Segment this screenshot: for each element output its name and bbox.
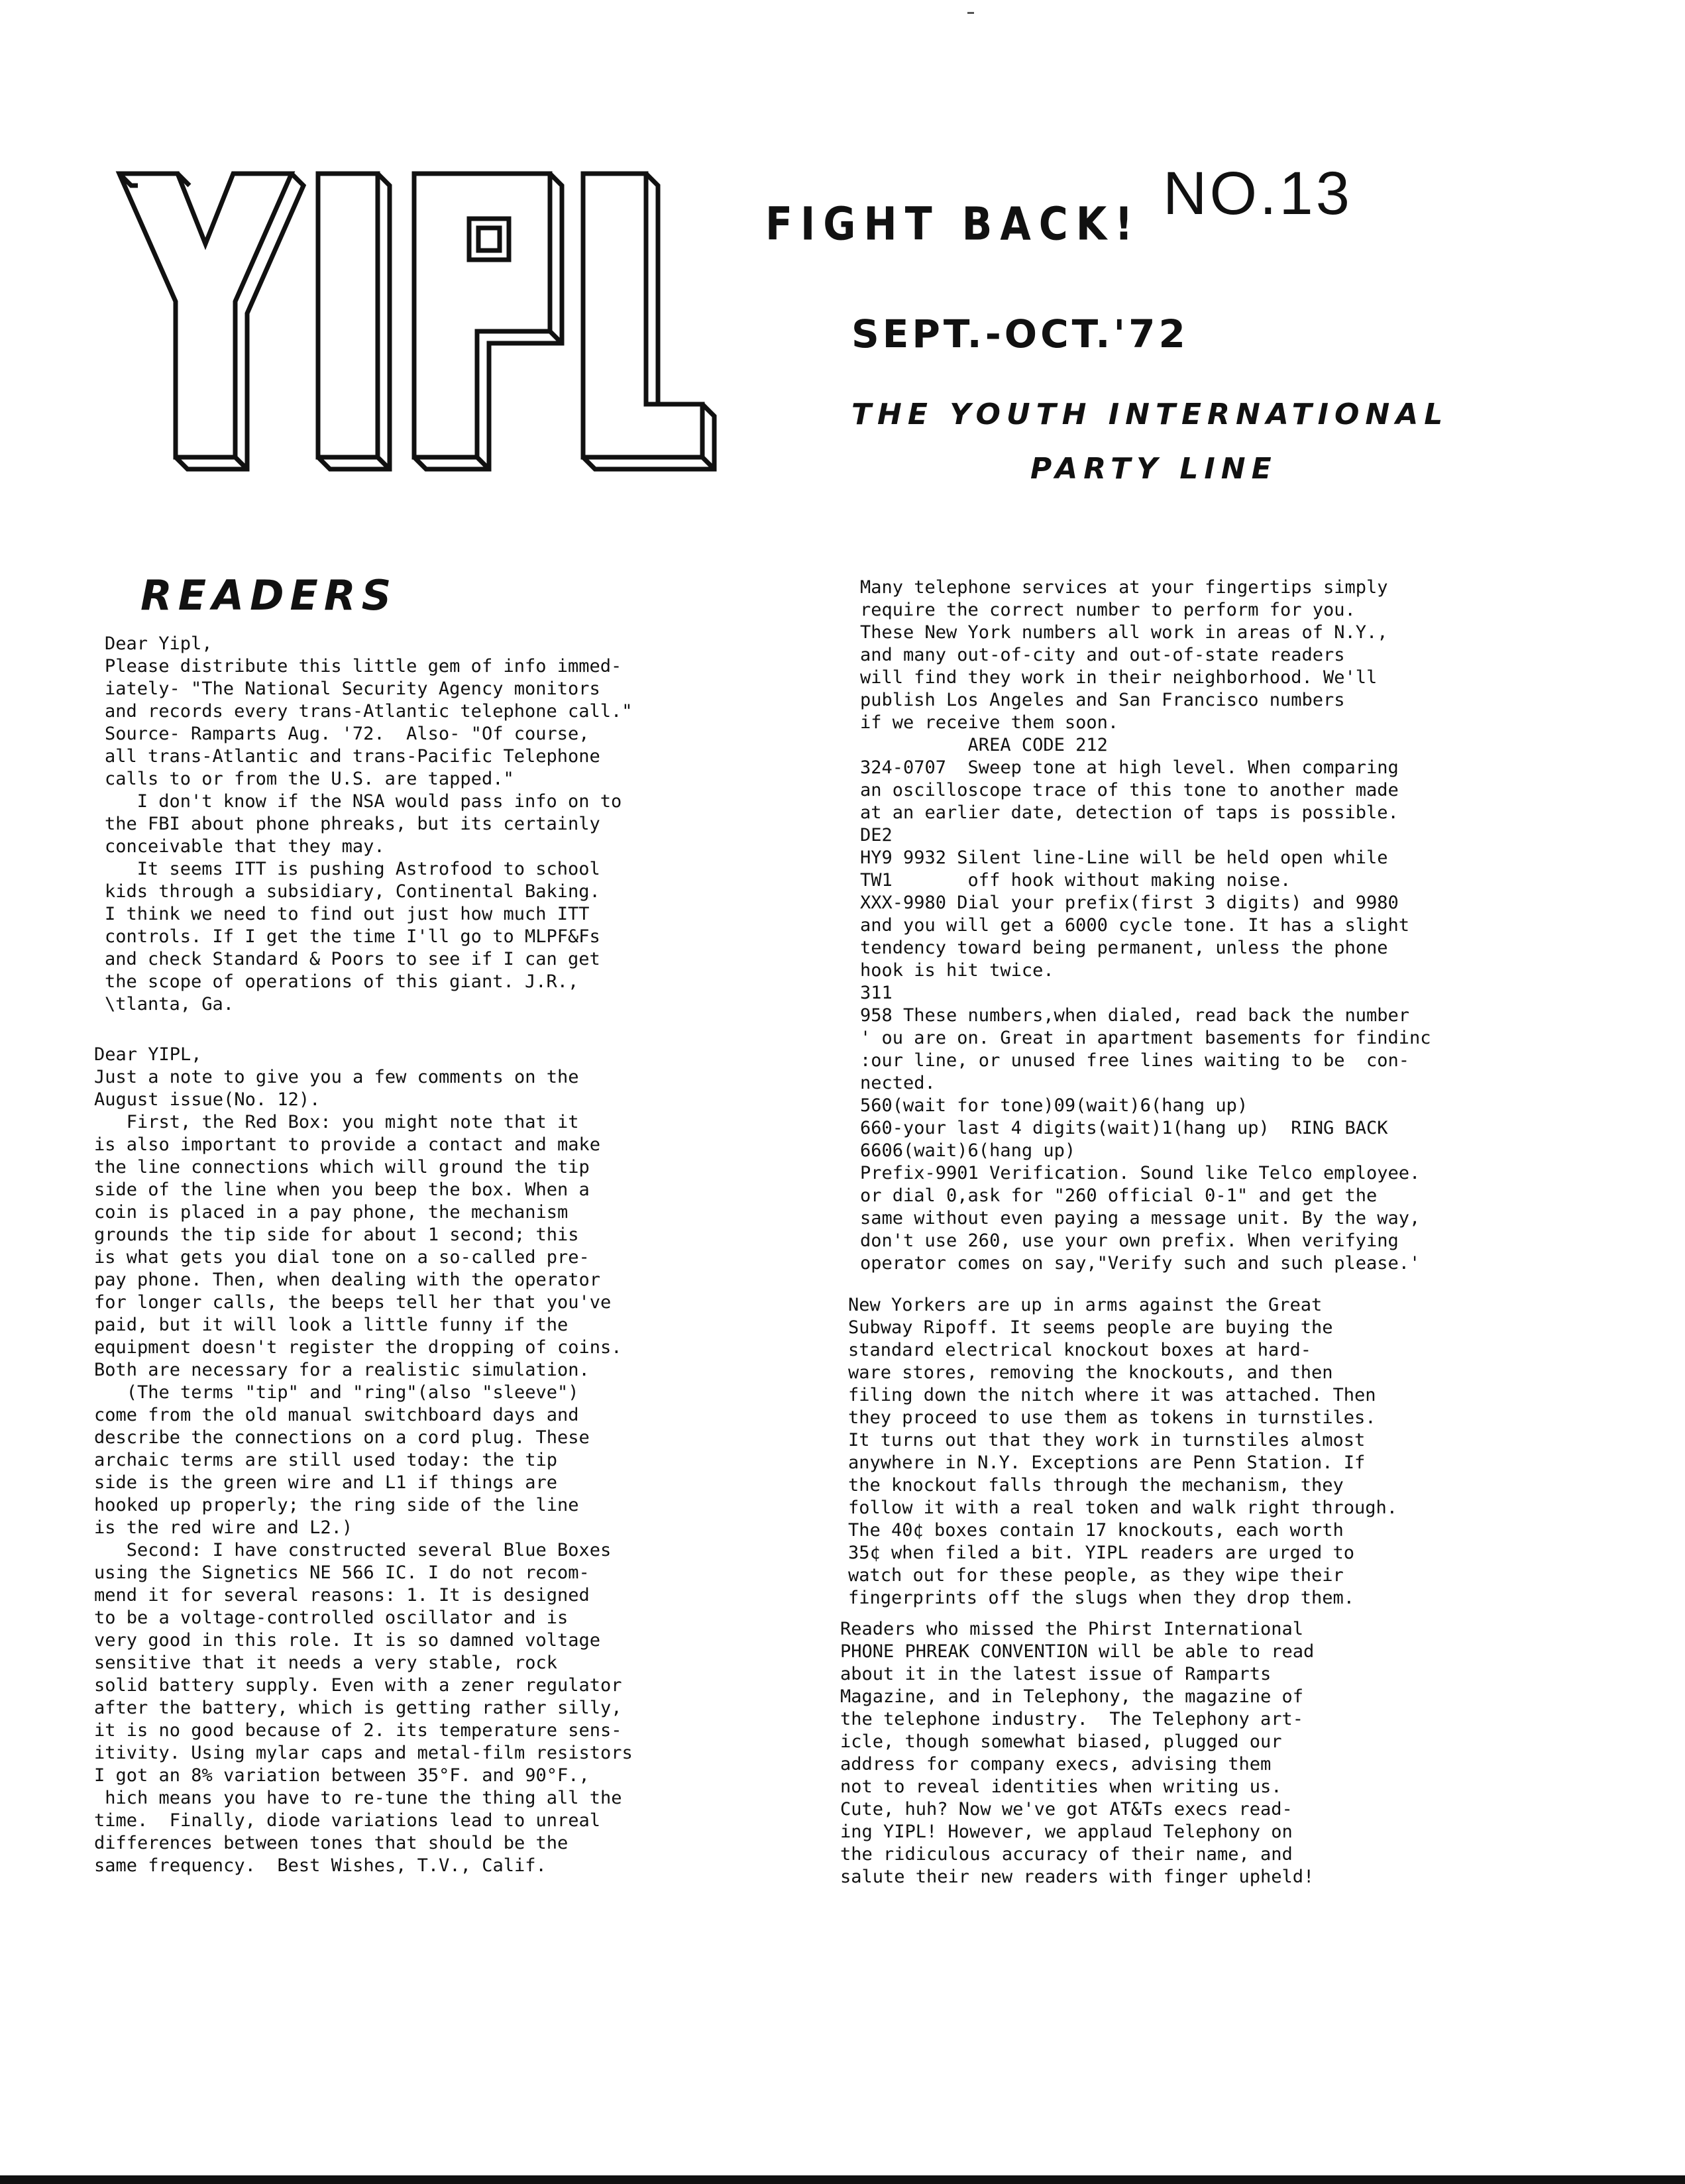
scan-speck [967,12,974,14]
reader-letter-2: Dear YIPL, Just a note to give you a few comments on the August issue(No. 12). First, the Red Box: you might note that it is also important to provide a contact and make the line connections which will ground the tip side of the line when you beep the box. When a coin is placed in a pay phone, the mechanism grounds the tip side for about 1 second; this is what gets you dial tone on a so-called pre- pay phone. Then, when dealing with the operator for longer calls, the beeps tell her that you've paid, but it will look a little funny if the equipment doesn't register the dropping of coins. Both are necessary for a realistic simulation. (The terms "tip" and "ring"(also "sleeve") come from the old manual switchboard days and describe the connections on a cord plug. These archaic terms are still used today: the tip side is the green wire and L1 if things are hooked up properly; the ring side of the line is the red wire and L2.) Second: I have constructed several Blue Boxes using the Signetics NE 566 IC. I do not recom- mend it for several reasons: 1. It is designed to be a voltage-controlled oscillator and is very good in this role. It is so damned voltage sensitive that it needs a very stable, rock solid battery supply. Even with a zener regulator after the battery, which is getting rather silly, it is no good because of 2. its temperature sens- itivity. Using mylar caps and metal-film resistors I got an 8% variation between 35°F. and 90°F., hich means you have to re-tune the thing all the time. Finally, diode variations lead to unreal differences between tones that should be the same frequency. Best Wishes, T.V., Calif. [94,1044,633,1876]
issue-date: SEPT.-OCT.'72 [851,311,1189,356]
tagline-line-1: THE YOUTH INTERNATIONAL [851,398,1449,431]
issue-number: NO.13 [1163,160,1352,227]
page-bottom-rule [0,2175,1685,2184]
section-title: READERS [140,571,398,620]
convention-article: Readers who missed the Phirst International PHONE PHREAK CONVENTION will be able to read about it in the latest issue of Ramparts Magazine, and in Telephony, the magazine of the telephone industry. The Telephony art- icle, though somewhat biased, plugged our address for company execs, advising them not to reveal identities when writing us. Cute, huh? Now we've got AT&Ts execs read- ing YIPL! However, we applaud Telephony on the ridiculous accuracy of their name, and salute their new readers with finger upheld! [840,1619,1315,1887]
reader-letter-1: Dear Yipl, Please distribute this little gem of info immed- iately- "The National Security Agency monitors and records every trans-Atlantic telephone call." Source- Ramparts Aug. '72. Also- "Of course, all trans-Atlantic and trans-Pacific Telephone calls to or from the U.S. are tapped." I don't know if the NSA would pass info on to the FBI about phone phreaks, but its certainly conceivable that they may. It seems ITT is pushing Astrofood to school kids through a subsidiary, Continental Baking. I think we need to find out just how much ITT controls. If I get the time I'll go to MLPF&Fs and check Standard & Poors to see if I can get the scope of operations of this giant. J.R., \tlanta, Ga. [105,633,633,1014]
subway-ripoff-article: New Yorkers are up in arms against the Great Subway Ripoff. It seems people are buying the standard electrical knockout boxes at hard- ware stores, removing the knockouts, and then filing down the nitch where it was attached. Then they proceed to use them as tokens in turnstiles. It turns out that they work in turnstiles almost anywhere in N.Y. Exceptions are Penn Station. If the knockout falls through the mechanism, they follow it with a real token and walk right through. The 40¢ boxes contain 17 knockouts, each worth 35¢ when filed a bit. YIPL readers are urged to watch out for these people, as they wipe their fingerprints off the slugs when they drop them. [848,1295,1398,1608]
tagline-line-2: PARTY LINE [1030,452,1277,486]
telephone-services-article: Many telephone services at your fingertips simply require the correct number to perform for you. These New York numbers all work in areas of N.Y., and many out-of-city and out-of-state readers will find they work in their neighborhood. We'll publish Los Angeles and San Francisco numbers if we receive them soon. AREA CODE 212 324-0707 Sweep tone at high level. When comparing an oscilloscope trace of this tone to another made at an earlier date, detection of taps is possible. DE2 HY9 9932 Silent line-Line will be held open while TW1 off hook without making noise. XXX-9980 Dial your prefix(first 3 digits) and 9980 and you will get a 6000 cycle tone. It has a slight tendency toward being permanent, unless the phone hook is hit twice. 311 958 These numbers,when dialed, read back the number ' ou are on. Great in apartment basements for findinc :our line, or unused free lines waiting to be con- nected. 560(wait for tone)09(wait)6(hang up) 660-your last 4 digits(wait)1(hang up) RING BACK 6606(wait)6(hang up) Prefix-9901 Verification. Sound like Telco employee. or dial 0,ask for "260 official 0-1" and get the same without even paying a message unit. By the way, don't use 260, use your own prefix. When verifying operator comes on say,"Verify such and such please.' [860,577,1431,1274]
slogan: FIGHT BACK! [765,197,1141,251]
yipl-logo [106,166,729,490]
